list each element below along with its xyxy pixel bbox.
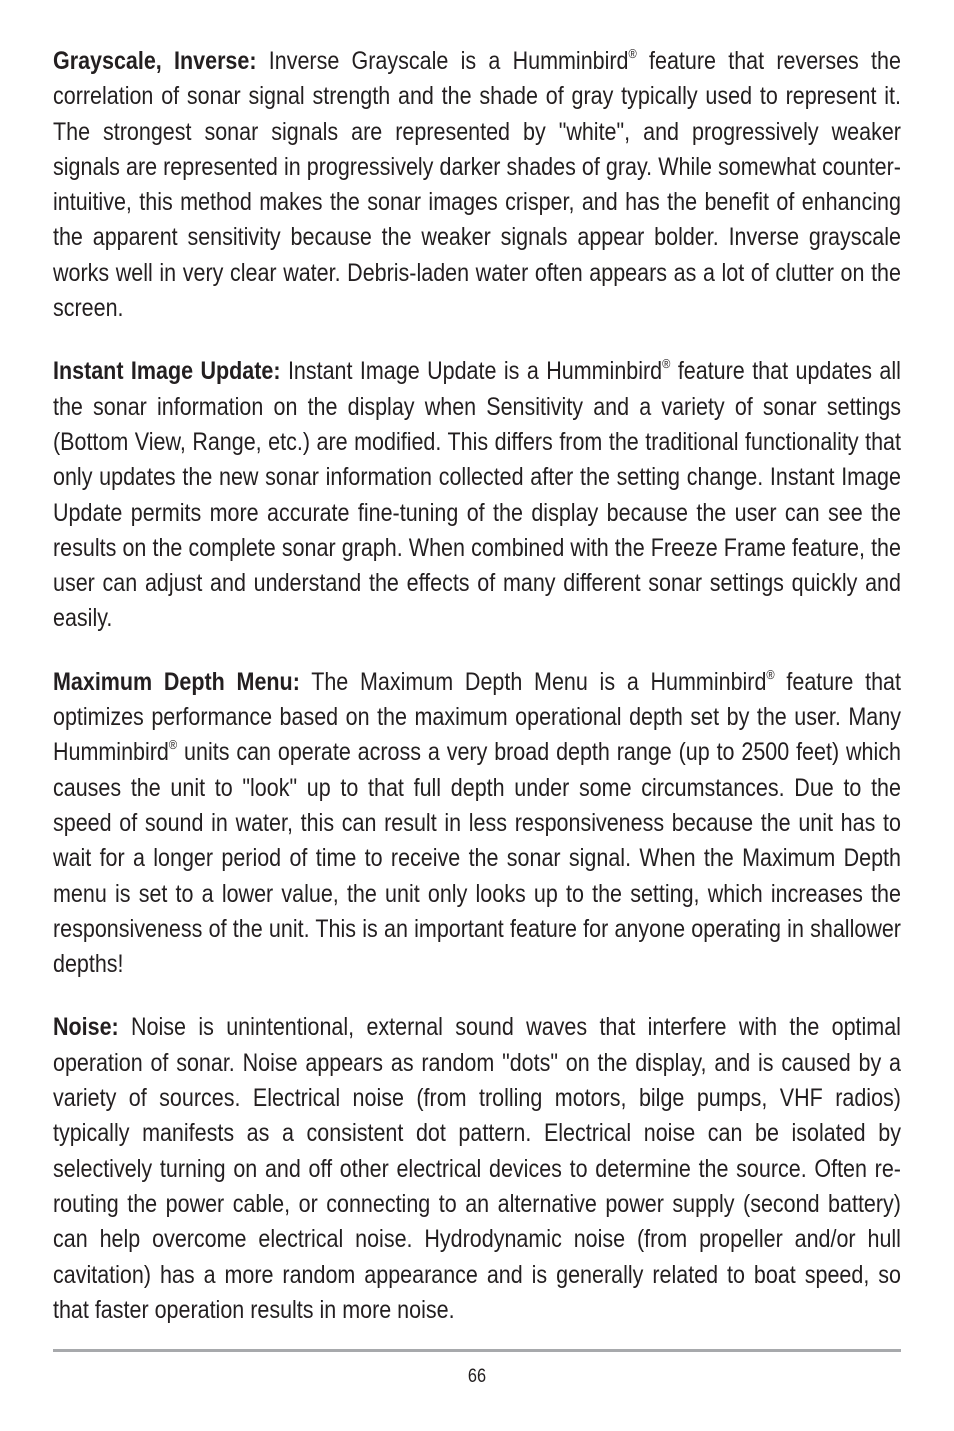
term-instant-image-update: Instant Image Update: [53, 357, 281, 386]
definition-text: Instant Image Update is a Humminbird [280, 357, 663, 386]
definition-text: The Maximum Depth Menu is a Humminbird [299, 667, 767, 696]
definition-text: feature that updates all the sonar information on the display when Sensitivity and a variety of sonar settings (Bottom View, Range, etc.) are modified. This differs from the traditional functionality that only updates the new sonar information collected after the setting change. Instant Image Update permits more accurate fine-tuning of the display because the user can see the results on the complete sonar graph. When combined with the Freeze Frame feature, the user can adjust and understand the effects of many different sonar settings quickly and easily. [53, 357, 901, 633]
glossary-entry-grayscale-inverse [53, 44, 901, 326]
term-grayscale-inverse: Grayscale, Inverse: [53, 47, 257, 75]
definition-text: Noise is unintentional, external sound waves that interfere with the optimal operation of sonar. Noise appears as random "dots" on the display, and is caused by a variety of sources. Electrical noise (from trolling motors, bilge pumps, VHF radios) typically manifests as a consistent dot pattern. Electrical noise can be isolated by selectively turning on and off other electrical devices to determine the source. Often re-routing the power cable, or connecting to an alternative power supply (second battery) can help overcome electrical noise. Hydrodynamic noise (from propeller and/or hull cavitation) has a more random appearance and is generally related to boat speed, so that faster operation results in more noise. [53, 1013, 901, 1324]
definition-text: units can operate across a very broad depth range (up to 2500 feet) which causes the unit to "look" up to that full depth under some circumstances. Due to the speed of sound in water, this can result in less responsiveness because the unit has to wait for a longer period of time to receive the sonar signal. When the Maximum Depth menu is set to a lower value, the unit only looks up to the setting, which increases the responsiveness of the unit. This is an important feature for anyone operating in shallower depths! [53, 738, 901, 979]
glossary-entry-instant-image-update [53, 354, 901, 636]
registered-mark: ® [766, 666, 775, 682]
glossary-entry-noise [53, 1010, 901, 1328]
registered-mark: ® [628, 46, 637, 61]
definition-text: feature that reverses the correlation of sonar signal strength and the shade of gray typically used to represent it. The strongest sonar signals are represented by "white", and progressively weaker signals are represented in progressively darker shades of gray. While somewhat counter-intuitive, this method makes the sonar images crisper, and has the benefit of enhancing the apparent sensitivity because the weaker signals appear bolder. Inverse grayscale works well in very clear water. Debris-laden water often appears as a lot of clutter on the screen. [53, 47, 901, 323]
glossary-entry-maximum-depth-menu [53, 665, 901, 983]
term-maximum-depth-menu: Maximum Depth Menu: [53, 667, 300, 696]
registered-mark: ® [662, 356, 671, 372]
definition-text: feature that optimizes performance based on the maximum operational depth set by the user. Many Humminbird [53, 667, 901, 767]
definition-text: Inverse Grayscale is a Humminbird [256, 47, 629, 75]
glossary-page [53, 44, 901, 1356]
term-noise: Noise: [53, 1013, 119, 1042]
footer-rule [53, 1349, 901, 1352]
registered-mark: ® [168, 737, 178, 753]
page-number: 66 [467, 1366, 487, 1387]
